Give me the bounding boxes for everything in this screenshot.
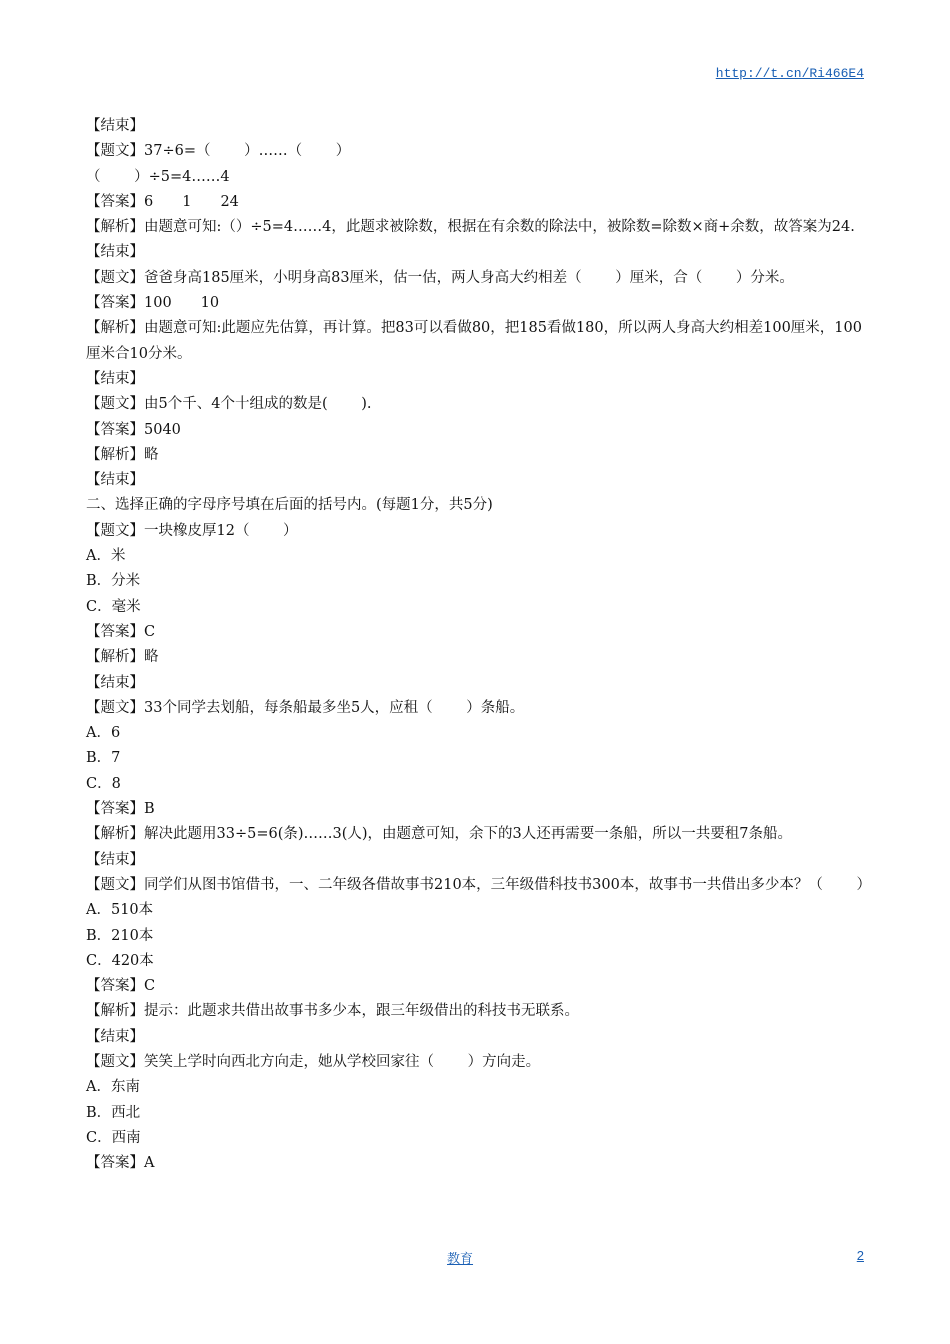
text-line: 【结束】 <box>86 851 144 868</box>
text-line: 【题文】爸爸身高185厘米，小明身高83厘米，估一估，两人身高大约相差（ ）厘米，合（ ）分米。 <box>86 269 794 286</box>
text-line: 【答案】6 1 24 <box>86 193 239 210</box>
document-body <box>86 114 876 1176</box>
option-line: A．510本 <box>86 902 154 919</box>
option-line: B．西北 <box>86 1104 141 1121</box>
text-line: 【答案】5040 <box>86 421 181 438</box>
text-line: 【结束】 <box>86 244 144 261</box>
option-line: A．6 <box>86 725 121 742</box>
option-line: B．7 <box>86 750 121 767</box>
text-line: 【结束】 <box>86 472 144 489</box>
header-url-link[interactable]: http://t.cn/Ri466E4 <box>715 66 864 81</box>
text-line: 【题文】同学们从图书馆借书，一、二年级各借故事书210本，三年级借科技书300本，故事书一共借出多少本？（ ） <box>86 876 871 893</box>
option-line: A．米 <box>86 548 126 565</box>
text-line: 【解析】解决此题用33÷5=6(条)……3(人)，由题意可知，余下的3人还再需要一条船，所以一共要租7条船。 <box>86 826 793 843</box>
text-line: 【解析】由题意可知:（）÷5=4……4，此题求被除数，根据在有余数的除法中，被除数=除数×商+余数，故答案为24. <box>86 219 855 236</box>
footer-link[interactable]: 教育 <box>447 1252 474 1267</box>
option-line: B．210本 <box>86 927 154 944</box>
text-line: 【解析】略 <box>86 649 159 666</box>
option-line: A．东南 <box>86 1079 140 1096</box>
text-line: 【解析】略 <box>86 446 159 463</box>
text-line: 【结束】 <box>86 674 144 691</box>
text-line: 【解析】由题意可知:此题应先估算，再计算。把83可以看做80，把185看做180，所以两人身高大约相差100厘米，100厘米合10分米。 <box>86 320 862 362</box>
text-line: 【答案】B <box>86 801 155 818</box>
text-line: 【结束】 <box>86 118 144 134</box>
option-line: C．8 <box>86 775 121 792</box>
text-line: 【结束】 <box>86 370 144 387</box>
option-line: C．西南 <box>86 1129 141 1146</box>
text-line: 【解析】提示：此题求共借出故事书多少本，跟三年级借出的科技书无联系。 <box>86 1003 579 1020</box>
option-line: B．分米 <box>86 573 141 590</box>
text-line: 【答案】C <box>86 978 156 995</box>
option-line: C．毫米 <box>86 598 141 615</box>
text-line: 【答案】C <box>86 623 156 640</box>
text-line: （ ）÷5=4……4 <box>86 168 230 185</box>
section-heading: 二、选择正确的字母序号填在后面的括号内。(每题1分，共5分) <box>86 497 493 514</box>
text-line: 【答案】100 10 <box>86 295 220 312</box>
text-line: 【题文】由5个千、4个十组成的数是( ). <box>86 396 372 413</box>
text-line: 【题文】一块橡皮厚12（ ） <box>86 522 298 539</box>
text-line: 【题文】37÷6=（ ）……（ ） <box>86 143 351 160</box>
text-line: 【结束】 <box>86 1028 144 1045</box>
text-line: 【题文】33个同学去划船，每条船最多坐5人，应租（ ）条船。 <box>86 699 525 716</box>
text-line: 【题文】笑笑上学时向西北方向走，她从学校回家往（ ）方向走。 <box>86 1053 541 1070</box>
option-line: C．420本 <box>86 952 154 969</box>
page-number[interactable]: 2 <box>856 1248 864 1263</box>
text-line: 【答案】A <box>86 1155 155 1172</box>
